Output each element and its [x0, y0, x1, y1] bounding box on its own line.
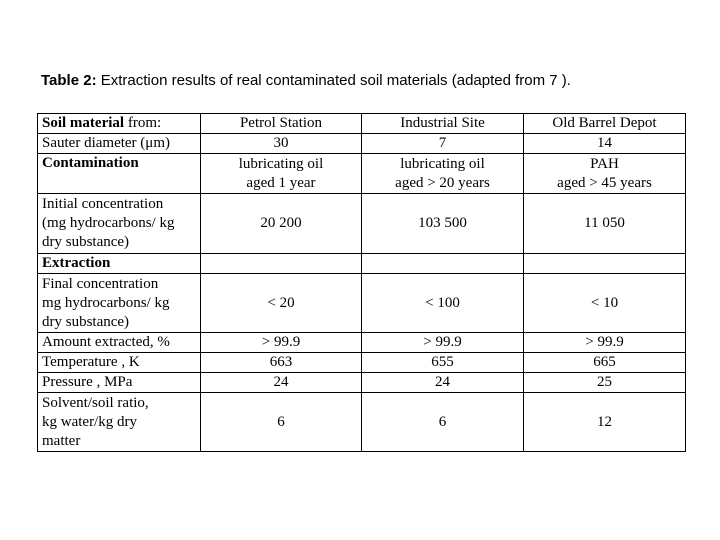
column-header: Petrol Station — [201, 114, 362, 134]
table-cell: PAH aged > 45 years — [524, 154, 686, 194]
column-header: Old Barrel Depot — [524, 114, 686, 134]
row-label: Temperature , K — [38, 353, 201, 373]
table-header-row — [38, 114, 686, 134]
table-cell: > 99.9 — [362, 333, 524, 353]
extraction-results-table — [37, 113, 686, 452]
table-row — [38, 254, 686, 274]
row-label: Contamination — [38, 154, 201, 194]
table-cell: 24 — [201, 373, 362, 393]
table-cell: 25 — [524, 373, 686, 393]
row-label: Solvent/soil ratio, kg water/kg dry matter — [38, 393, 201, 452]
row-label: Sauter diameter (μm) — [38, 134, 201, 154]
table-cell: 20 200 — [201, 194, 362, 254]
table-row — [38, 393, 686, 452]
caption-text: Extraction results of real contaminated soil materials (adapted from 7 ). — [96, 72, 571, 89]
table-row — [38, 194, 686, 254]
header-row-label — [38, 114, 201, 134]
table-cell: 24 — [362, 373, 524, 393]
header-label-rest: from: — [124, 115, 162, 131]
table-row — [38, 154, 686, 194]
table-row — [38, 134, 686, 154]
table-cell: 14 — [524, 134, 686, 154]
table-cell: 30 — [201, 134, 362, 154]
table-cell: 655 — [362, 353, 524, 373]
table-cell: 11 050 — [524, 194, 686, 254]
table-cell: 103 500 — [362, 194, 524, 254]
column-header: Industrial Site — [362, 114, 524, 134]
table-row — [38, 333, 686, 353]
table-cell: 6 — [201, 393, 362, 452]
table-cell: lubricating oil aged > 20 years — [362, 154, 524, 194]
table-row — [38, 353, 686, 373]
table-cell: > 99.9 — [524, 333, 686, 353]
table-cell — [524, 254, 686, 274]
row-label: Pressure , MPa — [38, 373, 201, 393]
row-label: Initial concentration (mg hydrocarbons/ kg dry substance) — [38, 194, 201, 254]
table-cell: 12 — [524, 393, 686, 452]
table-cell: 663 — [201, 353, 362, 373]
table-row — [38, 373, 686, 393]
table-cell — [362, 254, 524, 274]
table-cell: < 100 — [362, 274, 524, 333]
table-cell: lubricating oil aged 1 year — [201, 154, 362, 194]
row-label: Extraction — [38, 254, 201, 274]
table-cell: < 10 — [524, 274, 686, 333]
table-row — [38, 274, 686, 333]
header-label-bold: Soil material — [42, 115, 125, 131]
table-cell: 6 — [362, 393, 524, 452]
table-cell: 665 — [524, 353, 686, 373]
table-cell: 7 — [362, 134, 524, 154]
table-cell: > 99.9 — [201, 333, 362, 353]
table-cell — [201, 254, 362, 274]
row-label: Amount extracted, % — [38, 333, 201, 353]
caption-label: Table 2: — [41, 72, 97, 89]
table-cell: < 20 — [201, 274, 362, 333]
table-caption — [41, 72, 571, 90]
row-label: Final concentration mg hydrocarbons/ kg dry substance) — [38, 274, 201, 333]
